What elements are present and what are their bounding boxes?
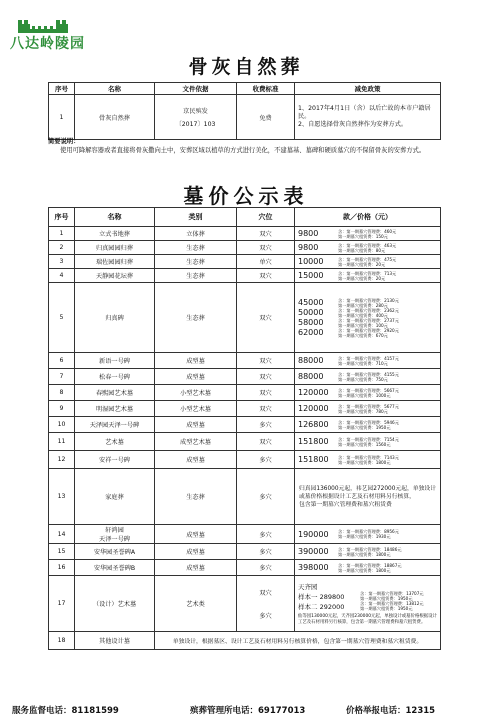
- fee-detail-line: 含：第一期墓穴管理费：713元: [338, 270, 397, 276]
- cell-price: [295, 576, 441, 632]
- price-value: 58000: [298, 318, 324, 327]
- cell-name: 安华园圣誉碑B: [75, 560, 155, 576]
- table-row: [49, 560, 441, 576]
- table-row: [49, 576, 441, 632]
- cell-no: 5: [49, 283, 75, 353]
- price-value: 45000: [298, 298, 324, 307]
- price-detail: [338, 420, 399, 430]
- cell-slot: 双穴: [237, 241, 295, 255]
- table-row: [49, 227, 441, 241]
- family-burial-note: [296, 483, 439, 511]
- report-phone: 价格举报电话：12315: [346, 706, 436, 716]
- cell-name: 艺术墓: [75, 433, 155, 451]
- header-fee: 收费标准: [237, 83, 295, 95]
- price-entry: [296, 455, 439, 465]
- price-value: 120000: [298, 404, 329, 413]
- table-header-row: [49, 208, 441, 227]
- cell-name: 归真碑: [75, 283, 155, 353]
- header-no: 序号: [49, 208, 75, 227]
- header-name: 名称: [75, 208, 155, 227]
- fee-detail-line: 含：第一期墓穴管理费：4155元: [338, 371, 399, 377]
- header-category: 类别: [155, 208, 237, 227]
- fee-detail-line: 含：第一期墓穴管理费：2362元: [338, 307, 399, 313]
- fee-detail-line: 第一期墓穴租赁费：1930元: [338, 534, 391, 539]
- cell-name: 天静园花坛葬: [75, 269, 155, 283]
- note-line: 归真园136000元起，祎艺园272000元起，单独设计或墓价格根据设计工艺及石材用料另行核算，: [299, 485, 437, 500]
- cell-fee: 免费: [237, 95, 295, 140]
- cell-price: [295, 401, 441, 417]
- cell-price: [295, 451, 441, 469]
- note-line: 包含第一期墓穴管理费和墓穴租赁费: [299, 501, 392, 508]
- price-value: 151800: [298, 455, 329, 464]
- cell-name: 瑞佐园园归葬: [75, 255, 155, 269]
- fee-detail-line: 第一期墓穴租赁费：1950元: [360, 596, 413, 601]
- cell-price: [295, 544, 441, 560]
- table-row: [49, 385, 441, 401]
- section-title-price-list: 墓价公示表: [183, 184, 309, 208]
- table-row: [49, 353, 441, 369]
- price-detail: [338, 271, 396, 281]
- table-row: [49, 525, 441, 544]
- design-price-box: [296, 581, 439, 626]
- cell-slot: 多穴: [237, 451, 295, 469]
- cell-price: [295, 417, 441, 433]
- cell-slot: 双穴: [237, 385, 295, 401]
- price-detail: [338, 455, 399, 465]
- fee-detail-line: 第一期墓穴租赁费：280元: [338, 302, 388, 308]
- header-name: 名称: [75, 83, 155, 95]
- price-detail: [338, 243, 396, 253]
- fee-detail-line: 第一期墓穴租赁费：1800元: [338, 551, 391, 557]
- fee-detail-line: 含：第一期墓穴管理费：2737元: [338, 317, 399, 323]
- policy-line: 2、自愿选择骨灰自然葬作为安葬方式。: [298, 121, 408, 128]
- price-entry: [296, 420, 439, 430]
- cell-name: 天泽园天泽一号碑: [75, 417, 155, 433]
- cell-no: 1: [49, 95, 75, 140]
- fee-detail-line: 第一期墓穴租赁费：80元: [338, 247, 386, 253]
- fee-detail-line: 含：第一期墓穴管理费：463元: [338, 242, 397, 248]
- policy-line: 1、2017年4月1日（含）以后亡故的本市户籍居民。: [298, 105, 431, 120]
- price-entry: [296, 529, 439, 539]
- fee-detail-line: 第一期墓穴租赁费：710元: [338, 360, 388, 366]
- cell-price: [295, 525, 441, 544]
- fee-detail-line: 含：第一期墓穴管理费：18867元: [338, 562, 402, 568]
- fee-detail-line: 第一期墓穴租赁费：20元: [338, 275, 386, 281]
- price-entry: [296, 547, 439, 557]
- fee-detail-line: 第一期墓穴租赁费：1800元: [338, 459, 391, 465]
- price-value: 88000: [298, 356, 324, 365]
- fee-detail-line: 含：第一期墓穴管理费：5667元: [338, 387, 399, 393]
- cell-price: [295, 353, 441, 369]
- cell-name: 家庭葬: [75, 469, 155, 525]
- cell-category: 成型墓: [155, 353, 237, 369]
- table-row: [49, 269, 441, 283]
- fee-detail-line: 含：第一期墓穴管理费：8956元: [338, 529, 399, 534]
- slot-line: 双穴: [259, 589, 272, 597]
- fee-detail-line: 含：第一期墓穴管理费：13812元: [360, 601, 424, 606]
- header-basis: 文件依据: [155, 83, 237, 95]
- cell-name: 其他设计墓: [75, 632, 155, 650]
- cell-name: 新语一号碑: [75, 353, 155, 369]
- cell-slot: 双穴: [237, 353, 295, 369]
- price-detail: [338, 437, 399, 447]
- cell-slot: 单穴: [237, 255, 295, 269]
- table-row: [49, 632, 441, 650]
- fee-detail-line: 第一期墓穴租赁费：1560元: [338, 441, 391, 447]
- cell-no: 14: [49, 525, 75, 544]
- table-row: [49, 255, 441, 269]
- cell-no: 15: [49, 544, 75, 560]
- cell-category: 小型艺术墓: [155, 385, 237, 401]
- cell-category: 成型艺术墓: [155, 433, 237, 451]
- price-entry: [296, 257, 439, 267]
- cell-category: 艺术类: [155, 576, 237, 632]
- cell-category: 成型墓: [155, 525, 237, 544]
- header-no: 序号: [49, 83, 75, 95]
- cell-category: 成型墓: [155, 369, 237, 385]
- price-group: [296, 298, 439, 338]
- cell-name: [75, 525, 155, 544]
- cell-no: 3: [49, 255, 75, 269]
- cell-category: 生态葬: [155, 255, 237, 269]
- fee-detail-line: 含：第一期墓穴管理费：475元: [338, 256, 397, 262]
- price-entry: [296, 308, 439, 318]
- price-entry: [296, 298, 439, 308]
- table-row: [49, 469, 441, 525]
- fee-detail-line: 含：第一期墓穴管理费：4157元: [338, 355, 399, 361]
- cell-price: [295, 385, 441, 401]
- cell-slot: 双穴: [237, 283, 295, 353]
- grave-price-table: [48, 207, 441, 650]
- cell-wide-note: 单独设计，根据墓区、设计工艺及石材用料另行核算价格，包含第一期墓穴管理费和墓穴租赁费。: [155, 632, 441, 650]
- price-detail: [338, 547, 402, 557]
- fee-detail-line: 含：第一期墓穴管理费：7143元: [338, 454, 399, 460]
- cell-name: 明湿园艺术墓: [75, 401, 155, 417]
- price-detail: [338, 308, 399, 318]
- fee-detail-line: 含：第一期墓穴管理费：5677元: [338, 403, 399, 409]
- table-row: [49, 544, 441, 560]
- cell-no: 7: [49, 369, 75, 385]
- table-row: [49, 433, 441, 451]
- price-value: 390000: [298, 547, 329, 556]
- price-value: 151800: [298, 437, 329, 446]
- cell-name: 安祥一号碑: [75, 451, 155, 469]
- cell-no: 4: [49, 269, 75, 283]
- sample-price: 样本二 292000: [298, 602, 345, 611]
- fee-detail-line: 第一期墓穴租赁费：100元: [338, 322, 388, 328]
- price-entry: [296, 328, 439, 338]
- cell-name: 归真园园归葬: [75, 241, 155, 255]
- price-entry: [296, 318, 439, 328]
- sample-entry: [298, 601, 437, 611]
- price-value: 120000: [298, 388, 329, 397]
- cell-slot: 多穴: [237, 469, 295, 525]
- price-value: 88000: [298, 372, 324, 381]
- table-row: [49, 401, 441, 417]
- price-detail: [338, 298, 399, 308]
- cell-price: [295, 241, 441, 255]
- cell-category: 成型墓: [155, 451, 237, 469]
- fee-detail-line: 含：第一期墓穴管理费：13707元: [360, 591, 424, 596]
- table-row: [49, 95, 441, 140]
- cell-price: [295, 369, 441, 385]
- cell-category: 小型艺术墓: [155, 401, 237, 417]
- sample-detail: [360, 601, 424, 611]
- price-entry: [296, 388, 439, 398]
- fee-detail-line: 第一期墓穴租赁费：400元: [338, 312, 388, 318]
- natural-burial-table: [48, 82, 441, 140]
- price-entry: [296, 243, 439, 253]
- cell-slot: 多穴: [237, 560, 295, 576]
- sample-detail: [360, 591, 424, 601]
- fee-detail-line: 含：第一期墓穴管理费：7154元: [338, 436, 399, 442]
- cell-no: 1: [49, 227, 75, 241]
- price-value: 10000: [298, 257, 324, 266]
- cell-name: 骨灰自然葬: [75, 95, 155, 140]
- cell-category: 生态葬: [155, 283, 237, 353]
- cell-price: [295, 283, 441, 353]
- table-header-row: [49, 83, 441, 95]
- cell-price: [295, 469, 441, 525]
- cell-no: 13: [49, 469, 75, 525]
- price-value: 126800: [298, 420, 329, 429]
- price-value: 15000: [298, 271, 324, 280]
- price-detail: [338, 356, 399, 366]
- cell-slot: 多穴: [237, 525, 295, 544]
- fee-detail-line: 含：第一期墓穴管理费：5946元: [338, 419, 399, 425]
- price-detail: [338, 257, 396, 267]
- logo-text: 八达岭陵园: [10, 36, 85, 52]
- table-row: [49, 241, 441, 255]
- cell-category: 生态葬: [155, 469, 237, 525]
- name-line: 轩鸿园: [105, 527, 124, 534]
- name-line: 天泽一号碑: [99, 536, 130, 543]
- cell-name: 松春一号碑: [75, 369, 155, 385]
- cell-basis: [155, 95, 237, 140]
- price-entry: [296, 271, 439, 281]
- price-entry: [296, 404, 439, 414]
- fee-detail-line: 含：第一期墓穴管理费：18486元: [338, 546, 402, 552]
- cell-policy: [295, 95, 441, 140]
- fee-detail-line: 含：第一期墓穴管理费：2130元: [338, 297, 399, 303]
- cell-no: 9: [49, 401, 75, 417]
- fee-detail-line: 第一期墓穴租赁费：780元: [338, 408, 388, 414]
- price-entry: [296, 437, 439, 447]
- fee-detail-line: 第一期墓穴租赁费：750元: [338, 376, 388, 382]
- cell-price: [295, 255, 441, 269]
- table-row: [49, 417, 441, 433]
- cell-slot: [237, 576, 295, 632]
- cell-slot: 多穴: [237, 544, 295, 560]
- supervise-phone: 服务监督电话：81181599: [12, 706, 119, 716]
- price-detail: [338, 229, 396, 239]
- cell-name: （设计）艺术墓: [75, 576, 155, 632]
- brief-note: [48, 137, 444, 155]
- cell-no: 17: [49, 576, 75, 632]
- cell-name: 春熙园艺术墓: [75, 385, 155, 401]
- section-title-natural-burial: 骨灰自然葬: [188, 56, 304, 78]
- header-slot: 穴位: [237, 208, 295, 227]
- price-value: 398000: [298, 563, 329, 572]
- note-label: 简要说明：: [48, 138, 80, 145]
- price-detail: [338, 404, 399, 414]
- design-note: 仙等园130000元起，天齐园230000元起，单独设计或墓价格根据设计工艺及石材用料另行核算，包含第一期墓穴管理费和墓穴租赁费。: [298, 614, 437, 625]
- slot-line: 多穴: [259, 612, 272, 620]
- price-entry: [296, 356, 439, 366]
- management-phone: 殡葬管理所电话：69177013: [190, 706, 306, 716]
- cell-name: 安华园圣誉碑A: [75, 544, 155, 560]
- fee-detail-line: 第一期墓穴租赁费：1950元: [338, 424, 391, 430]
- sample-entry: [298, 591, 437, 601]
- cell-price: [295, 433, 441, 451]
- fee-detail-line: 第一期墓穴租赁费：1950元: [360, 606, 413, 611]
- fee-detail-line: 含：第一期墓穴管理费：460元: [338, 228, 397, 234]
- cell-slot: 双穴: [237, 401, 295, 417]
- price-value: 9800: [298, 243, 319, 252]
- cell-no: 11: [49, 433, 75, 451]
- cell-category: 生态葬: [155, 269, 237, 283]
- price-detail: [338, 529, 399, 539]
- cell-no: 8: [49, 385, 75, 401]
- price-value: 50000: [298, 308, 324, 317]
- cell-price: [295, 560, 441, 576]
- fee-detail-line: 第一期墓穴租赁费：670元: [338, 332, 388, 338]
- price-entry: [296, 229, 439, 239]
- price-entry: [296, 372, 439, 382]
- cell-slot: 双穴: [237, 227, 295, 241]
- cell-no: 10: [49, 417, 75, 433]
- price-detail: [338, 318, 399, 328]
- cell-name: 立式书地葬: [75, 227, 155, 241]
- sample-price: 样本一 289800: [298, 592, 345, 601]
- table-row: [49, 451, 441, 469]
- cell-category: 成型墓: [155, 544, 237, 560]
- header-policy: 减免政策: [295, 83, 441, 95]
- cell-price: [295, 227, 441, 241]
- fee-detail-line: 第一期墓穴租赁费：1800元: [338, 567, 391, 573]
- price-value: 62000: [298, 328, 324, 337]
- table-row: [49, 369, 441, 385]
- price-value: 9800: [298, 229, 319, 238]
- cell-category: 成型墓: [155, 417, 237, 433]
- cell-price: [295, 269, 441, 283]
- cell-category: 成型墓: [155, 560, 237, 576]
- price-detail: [338, 372, 399, 382]
- fee-detail-line: 含：第一期墓穴管理费：2920元: [338, 327, 399, 333]
- cell-slot: 双穴: [237, 369, 295, 385]
- price-detail: [338, 563, 402, 573]
- cell-slot: 双穴: [237, 433, 295, 451]
- cell-no: 12: [49, 451, 75, 469]
- cell-slot: 双穴: [237, 269, 295, 283]
- fee-detail-line: 第一期墓穴租赁费：150元: [338, 233, 388, 239]
- cell-no: 2: [49, 241, 75, 255]
- garden-name: 天齐园: [298, 583, 318, 591]
- cell-no: 18: [49, 632, 75, 650]
- cell-slot: 多穴: [237, 417, 295, 433]
- price-detail: [338, 328, 399, 338]
- fee-detail-line: 第一期墓穴租赁费：20元: [338, 261, 386, 267]
- table-row: [49, 283, 441, 353]
- note-text: 使用可降解容器或者直接将骨灰撒向土中，安葬区域以植草的方式进行美化，不建墓基、墓碑和硬质墓穴的不保留骨灰的安葬方式。: [60, 147, 426, 154]
- header-price: 款／价格（元）: [295, 208, 441, 227]
- cell-no: 16: [49, 560, 75, 576]
- price-entry: [296, 563, 439, 573]
- basis-line: 〔2017〕103: [175, 121, 216, 128]
- price-detail: [338, 388, 399, 398]
- basis-line: 京民殡发: [183, 108, 208, 115]
- fee-detail-line: 第一期墓穴租赁费：1000元: [338, 392, 391, 398]
- cell-category: 立体葬: [155, 227, 237, 241]
- cell-no: 6: [49, 353, 75, 369]
- footer-contacts: [0, 702, 492, 718]
- price-value: 190000: [298, 529, 329, 539]
- cell-category: 生态葬: [155, 241, 237, 255]
